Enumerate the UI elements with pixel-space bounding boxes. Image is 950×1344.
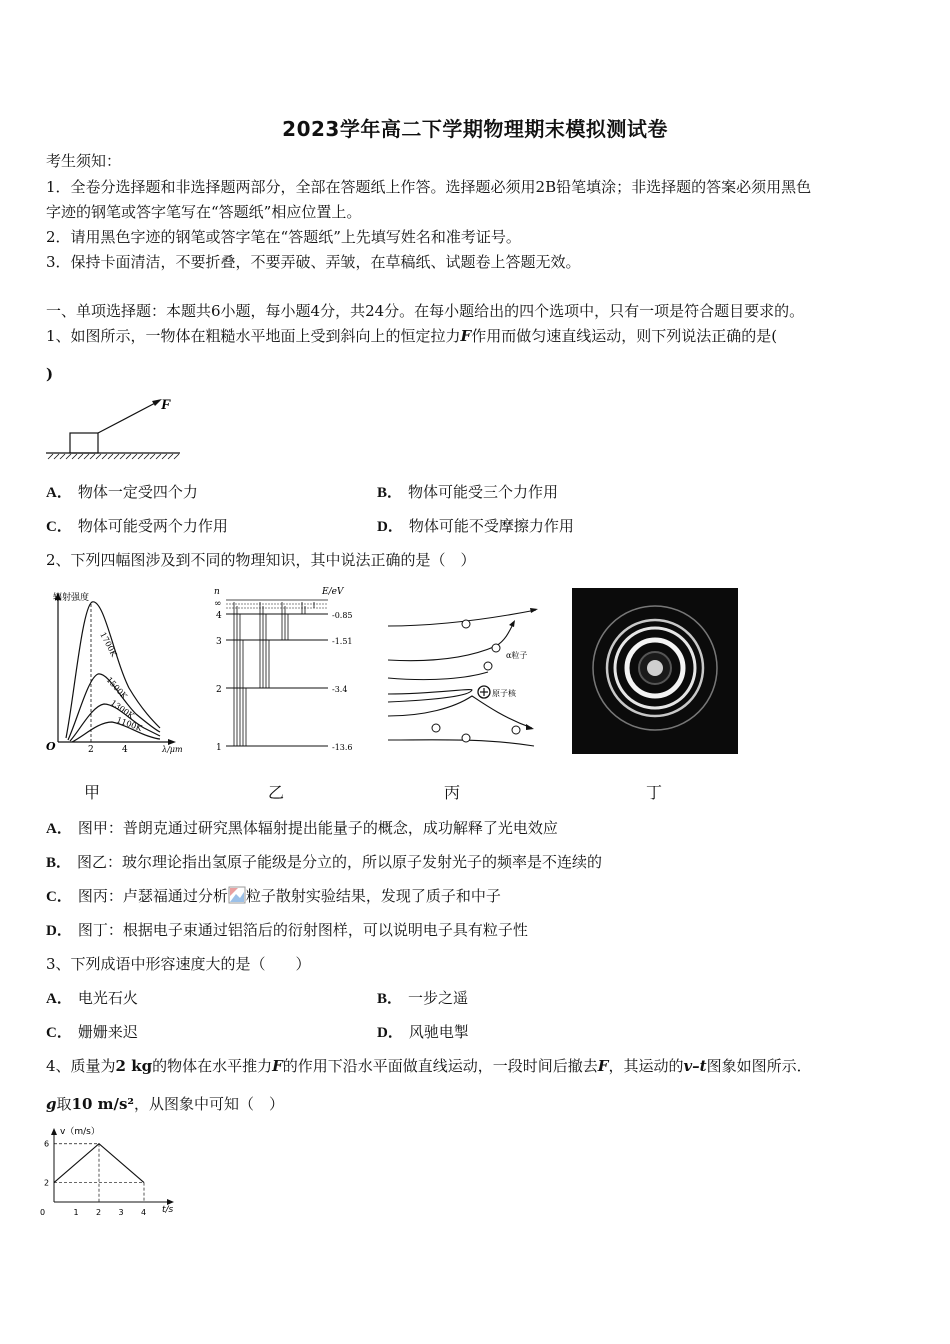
tick-2: 2: [88, 745, 94, 755]
q3-option-c[interactable]: C． 姗姗来迟: [46, 1023, 138, 1041]
caption-bing: 丙: [443, 783, 460, 802]
q1-option-c[interactable]: C． 物体可能受两个力作用: [46, 517, 228, 535]
x-tick-label: 3: [118, 1208, 124, 1217]
level-n1: 1: [216, 743, 222, 753]
chart-xlabel: t/s: [162, 1205, 174, 1215]
e-label: E/eV: [322, 587, 344, 597]
x-tick-label: 4: [141, 1208, 147, 1217]
inf-label: ∞: [214, 599, 222, 609]
notice-heading: 考生须知：: [46, 152, 122, 170]
q2-option-b[interactable]: B． 图乙：玻尔理论指出氢原子能级是分立的，所以原子发射光子的频率是不连续的: [46, 853, 603, 871]
caption-jia: 甲: [83, 783, 100, 802]
page-title: 2023学年高二下学期物理期末模拟测试卷: [282, 117, 668, 141]
curve-1700k: [66, 602, 160, 738]
q3-stem: 3、下列成语中形容速度大的是（ ）: [46, 955, 311, 973]
q2-option-a[interactable]: A． 图甲：普朗克通过研究黑体辐射提出能量子的概念，成功解释了光电效应: [46, 819, 558, 837]
q2-stem: 2、下列四幅图涉及到不同的物理知识，其中说法正确的是（ ）: [46, 551, 476, 569]
section-heading: 一、单项选择题：本题共6小题，每小题4分，共24分。在每小题给出的四个选项中，只有一项是符合题目要求的。: [46, 302, 805, 320]
label-1500k: 1500K: [104, 675, 129, 701]
vt-chart: [40, 1122, 190, 1222]
alpha-label: α粒子: [506, 651, 528, 660]
y-tick-label: 6: [44, 1139, 50, 1149]
curve-1100k: [72, 722, 160, 742]
q1-option-a[interactable]: A． 物体一定受四个力: [46, 483, 198, 501]
q1-option-b[interactable]: B． 物体可能受三个力作用: [377, 483, 559, 501]
y-tick-label: 2: [44, 1178, 50, 1188]
x-tick-label: 1: [73, 1208, 79, 1217]
q1-stem: 1、如图所示，一物体在粗糙水平地面上受到斜向上的恒定拉力F作用而做匀速直线运动，则下列说法正确的是(: [46, 327, 778, 345]
level-n2: 2: [216, 685, 222, 695]
level-n4: 4: [216, 611, 222, 621]
level-n3: 3: [216, 637, 222, 647]
q2-option-c[interactable]: C． 图丙：卢瑟福通过分析 粒子散射实验结果，发现了质子和中子: [46, 887, 501, 905]
q1-stem-end: ): [46, 365, 54, 383]
n-label: n: [214, 587, 220, 597]
nucleus-label: 原子核: [492, 689, 516, 698]
level-e2: -3.4: [332, 685, 348, 694]
figure-ding-diffraction: [572, 588, 738, 754]
label-1300k: 1300K: [108, 698, 136, 721]
q3-option-a[interactable]: A． 电光石火: [46, 989, 138, 1007]
q3-option-d[interactable]: D． 风驰电掣: [377, 1023, 469, 1041]
label-1700k: 1700K: [98, 630, 119, 659]
notice-item: 1．全卷分选择题和非选择题两部分，全部在答题纸上作答。选择题必须用2B铅笔填涂；非选择题的答案必须用黑色: [46, 178, 812, 196]
level-e1: -13.6: [332, 743, 353, 752]
q3-option-b[interactable]: B． 一步之遥: [377, 989, 469, 1007]
notice-item: 字迹的钢笔或答字笔写在“答题纸”相应位置上。: [46, 203, 362, 221]
caption-ding: 丁: [645, 783, 662, 802]
level-e4: -0.85: [332, 611, 353, 620]
q1-figure: [44, 393, 184, 465]
xlabel-jia: λ/μm: [162, 745, 183, 754]
ylabel-jia: 辐射强度: [53, 593, 90, 603]
q2-option-d[interactable]: D． 图丁：根据电子束通过铝箔后的衍射图样，可以说明电子具有粒子性: [46, 921, 528, 939]
notice-item: 2．请用黑色字迹的钢笔或答字笔在“答题纸”上先填写姓名和准考证号。: [46, 228, 521, 246]
level-e3: -1.51: [332, 637, 353, 646]
x-tick-label: 2: [96, 1208, 102, 1217]
figure-yi-energy-levels: [212, 584, 362, 754]
figure-jia-blackbody: [44, 588, 184, 758]
label-1100k: 1100K: [115, 715, 144, 733]
figure-bing-scattering: [384, 600, 544, 750]
q4-stem: 4、质量为2 kg的物体在水平推力F的作用下沿水平面做直线运动，一段时间后撤去F，其运动的v–t图象如图所示．: [46, 1057, 812, 1075]
broken-image-icon: [228, 886, 246, 904]
q4-stem-line2: g取10 m/s²，从图象中可知（ ）: [46, 1095, 284, 1113]
chart-ylabel: v（m/s）: [60, 1127, 100, 1137]
x-tick-label: 0: [40, 1208, 46, 1217]
force-label: F: [161, 397, 172, 413]
q1-option-d[interactable]: D． 物体可能不受摩擦力作用: [377, 517, 574, 535]
tick-4: 4: [122, 745, 128, 755]
notice-item: 3．保持卡面清洁，不要折叠，不要弄破、弄皱，在草稿纸、试题卷上答题无效。: [46, 253, 581, 271]
origin-label: O: [46, 740, 56, 753]
caption-yi: 乙: [267, 783, 284, 802]
